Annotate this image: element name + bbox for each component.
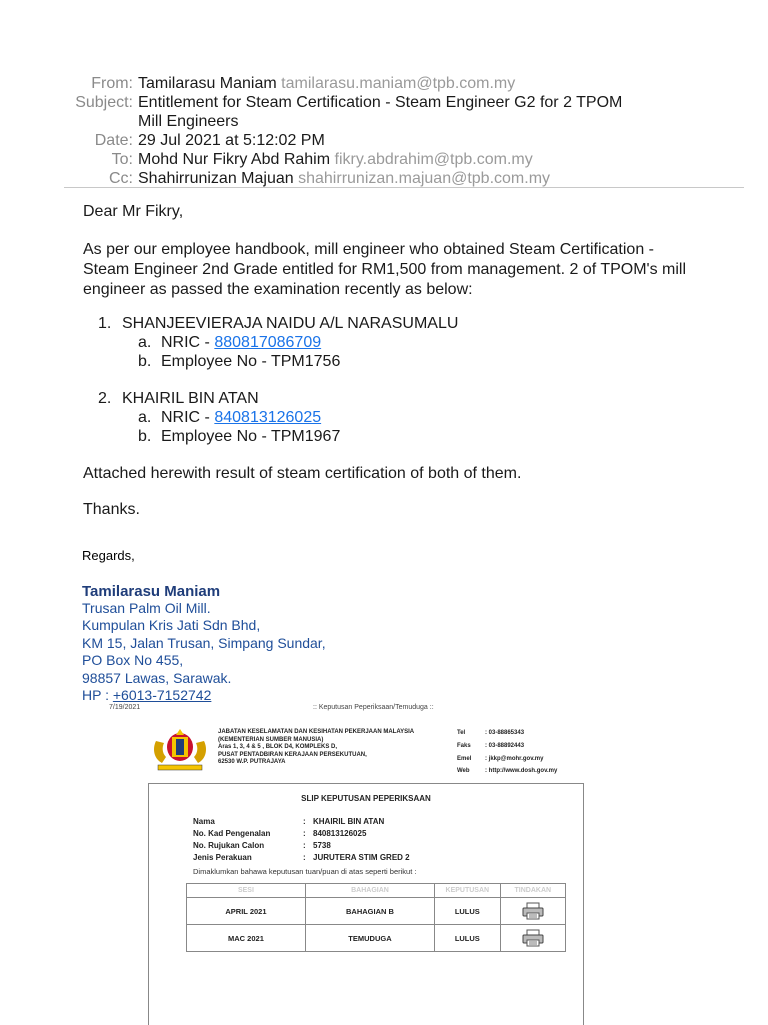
greeting: Dear Mr Fikry, — [83, 203, 184, 220]
cc-label: Cc: — [109, 170, 133, 187]
printer-icon[interactable] — [522, 902, 544, 920]
email-header — [0, 74, 768, 188]
candidate-fields: Nama : KHAIRIL BIN ATAN No. Kad Pengenalan : 840813126025 No. Rujukan Calon : 5738 Jenis Perakuan : JURUTERA STIM GRED 2 — [193, 817, 410, 862]
cell-keputusan: LULUS — [435, 925, 501, 952]
column-header: BAHAGIAN — [305, 884, 434, 898]
scan-date: 7/19/2021 — [109, 704, 141, 711]
cell-tindakan — [500, 925, 565, 952]
field-label: No. Kad Pengenalan — [193, 829, 271, 838]
employee-no: Employee No - TPM1756 — [161, 353, 341, 370]
agency-address — [218, 729, 453, 767]
list-number: 2. — [98, 390, 112, 407]
contact-label: Emel — [457, 755, 472, 762]
table-row — [187, 898, 566, 925]
contact-label: Tel — [457, 730, 466, 736]
subject-line-2: Mill Engineers — [138, 113, 239, 130]
nric-link[interactable]: 880817086709 — [214, 334, 322, 351]
engineer-item — [83, 389, 723, 447]
to-label: To: — [111, 151, 133, 168]
cell-keputusan: LULUS — [435, 898, 501, 925]
cell-sesi: MAC 2021 — [187, 925, 306, 952]
signature-phone — [82, 687, 326, 704]
column-header: KEPUTUSAN — [435, 884, 501, 898]
from-row — [0, 74, 768, 93]
attached-note: Attached herewith result of steam certification of both of them. — [83, 465, 522, 482]
contact-value: : http://www.dosh.gov.my — [485, 768, 558, 775]
email-body — [83, 202, 723, 520]
signature-line: KM 15, Jalan Trusan, Simpang Sundar, — [82, 634, 326, 651]
cc-row — [0, 169, 768, 188]
to-address[interactable]: fikry.abdrahim@tpb.com.my — [334, 151, 533, 168]
sub-marker: b. — [138, 428, 152, 445]
to-name: Mohd Nur Fikry Abd Rahim — [138, 151, 331, 168]
field-value: 5738 — [313, 841, 331, 850]
para-line-3: engineer as passed the examination recently as below: — [83, 281, 473, 298]
column-header: TINDAKAN — [500, 884, 565, 898]
date-row — [0, 131, 768, 150]
agency-line: PUSAT PENTADBIRAN KERAJAAN PERSEKUTUAN, — [218, 751, 367, 758]
table-header-row — [187, 884, 566, 898]
sub-marker: a. — [138, 409, 152, 426]
sub-marker: b. — [138, 353, 152, 370]
table-row — [187, 925, 566, 952]
coat-of-arms-icon — [148, 727, 212, 773]
agency-line: (KEMENTERIAN SUMBER MANUSIA) — [218, 736, 324, 743]
engineer-name: KHAIRIL BIN ATAN — [122, 390, 259, 407]
from-name: Tamilarasu Maniam — [138, 75, 277, 92]
employee-no: Employee No - TPM1967 — [161, 428, 341, 445]
engineer-name: SHANJEEVIERAJA NAIDU A/L NARASUMALU — [122, 315, 459, 332]
signature-name: Tamilarasu Maniam — [82, 583, 221, 600]
sub-marker: a. — [138, 334, 152, 351]
para-line-2: Steam Engineer 2nd Grade entitled for RM1,500 from management. 2 of TPOM's mill — [83, 261, 687, 278]
date-label: Date: — [94, 132, 133, 149]
contact-value: : 03-88865343 — [485, 730, 525, 736]
phone-link[interactable]: +6013-7152742 — [112, 687, 212, 704]
cell-bahagian: TEMUDUGA — [305, 925, 434, 952]
signature-line: Trusan Palm Oil Mill. — [82, 600, 211, 616]
engineer-item — [83, 314, 723, 372]
cc-address[interactable]: shahirrunizan.majuan@tpb.com.my — [298, 170, 551, 187]
subject-row — [0, 93, 768, 112]
contact-value: : jkkp@mohr.gov.my — [485, 755, 544, 762]
nric-label: NRIC - — [161, 334, 210, 351]
printer-icon[interactable] — [522, 929, 544, 947]
subject-line-1: Entitlement for Steam Certification - Steam Engineer G2 for 2 TPOM — [138, 94, 623, 111]
cell-tindakan — [500, 898, 565, 925]
slip-title: SLIP KEPUTUSAN PEPERIKSAAN — [301, 794, 431, 803]
result-intro: Dimaklumkan bahawa keputusan tuan/puan di atas seperti berikut : — [193, 867, 417, 876]
regards: Regards, — [82, 548, 135, 563]
agency-line: Aras 1, 3, 4 & 5 , BLOK D4, KOMPLEKS D, — [218, 744, 338, 750]
to-row — [0, 150, 768, 169]
signature-line: 98857 Lawas, Sarawak. — [82, 669, 232, 686]
contact-label: Web — [457, 768, 470, 775]
field-label: Jenis Perakuan — [193, 853, 252, 862]
signature — [82, 583, 326, 704]
field-value: KHAIRIL BIN ATAN — [313, 817, 385, 826]
field-label: Nama — [193, 817, 215, 826]
from-address[interactable]: tamilarasu.maniam@tpb.com.my — [281, 75, 516, 92]
column-header: SESI — [187, 884, 306, 898]
field-value: 840813126025 — [313, 829, 367, 838]
result-table — [186, 883, 566, 952]
nric-label: NRIC - — [161, 409, 210, 426]
header-divider — [64, 187, 744, 188]
from-label: From: — [91, 75, 133, 92]
nric-link[interactable]: 840813126025 — [214, 409, 322, 426]
subject-label: Subject: — [75, 94, 133, 111]
agency-line: JABATAN KESELAMATAN DAN KESIHATAN PEKERJAAN MALAYSIA — [218, 729, 415, 735]
result-slip — [148, 783, 584, 1025]
agency-line: 62530 W.P. PUTRAJAYA — [218, 759, 286, 765]
signature-line: PO Box No 455, — [82, 652, 184, 669]
cell-sesi: APRIL 2021 — [187, 898, 306, 925]
list-number: 1. — [98, 315, 112, 332]
cc-name: Shahirrunizan Majuan — [138, 170, 294, 187]
cell-bahagian: BAHAGIAN B — [305, 898, 434, 925]
contact-value: : 03-88892443 — [485, 742, 525, 749]
field-label: No. Rujukan Calon — [193, 841, 265, 850]
thanks: Thanks. — [83, 501, 140, 518]
date-value: 29 Jul 2021 at 5:12:02 PM — [138, 132, 325, 149]
field-value: JURUTERA STIM GRED 2 — [313, 853, 410, 862]
hp-label: HP : — [82, 687, 109, 704]
signature-line: Kumpulan Kris Jati Sdn Bhd, — [82, 617, 261, 634]
agency-contacts — [457, 727, 557, 778]
para-line-1: As per our employee handbook, mill engineer who obtained Steam Certification - — [83, 241, 654, 258]
contact-label: Faks — [457, 742, 471, 749]
subject-continuation-row — [0, 112, 768, 131]
scan-page-title: :: Keputusan Peperiksaan/Temuduga :: — [313, 704, 434, 711]
